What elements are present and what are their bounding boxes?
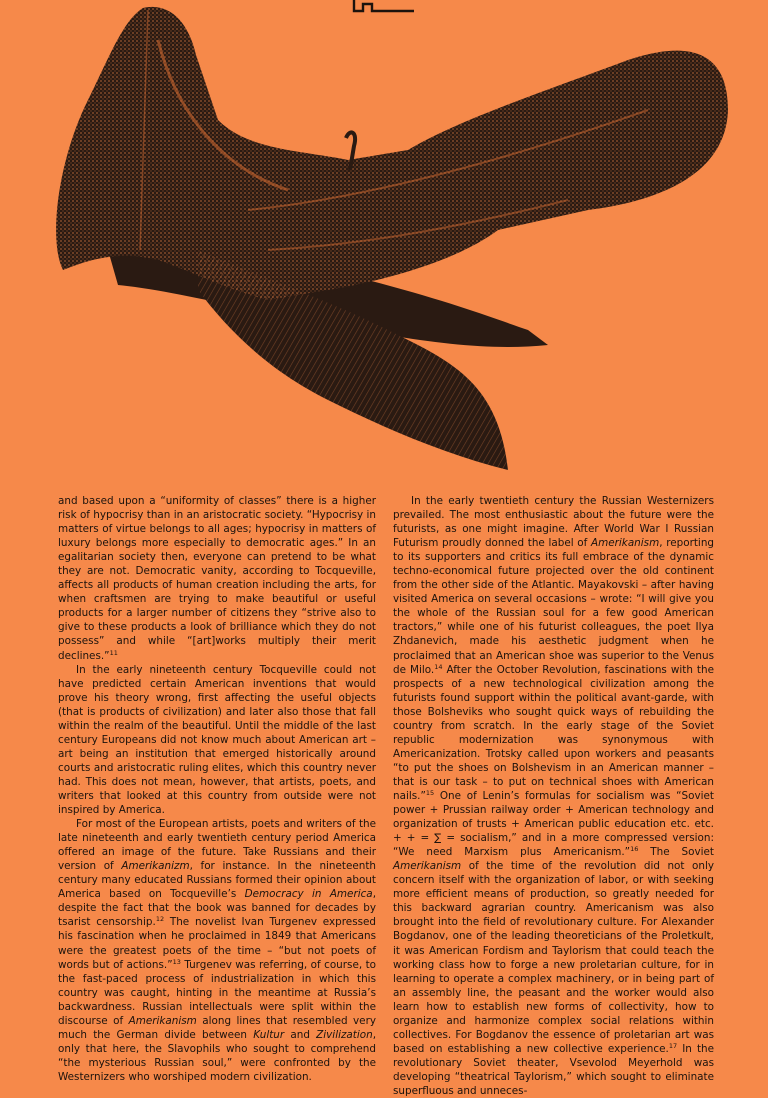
paragraph: In the early nineteenth century Tocqueville could not have predicted certain American inventions that would prove his theory wrong, first affecting the useful objects (that is products of civilization) and later also those that fall within the realm of the beautiful. Until the middle of the last century Europeans did not know much about American art – art being an institution that emerged historically around courts and aristocratic ruling elites, which this country never had. This does not mean, however, that artists, poets, and writers that looked at this country from outside were not inspired by America. — [58, 663, 376, 817]
paragraph: In the early twentieth century the Russian Westernizers prevailed. The most enthusiastic about the future were the futurists, as one might imagine. After World War I Russian Futurism proudly donned the label of Amerikanism, reporting to its supporters and critics its full embrace of the dynamic techno-economical future projected over the old continent from the other side of the Atlantic. Mayakovski – after having visited America on several occasions – wrote: “I will give you the whole of the Russian soul for a few good American tractors,” while one of his futurist colleagues, the poet Ilya Zhdanevich, made his aesthetic judgment when he proclaimed that an American shoe was superior to the Venus de Milo.$^{14}$ After the October Revolution, fascinations with the prospects of a new technological civilization among the futurists found support within the political avant-garde, with those Bolsheviks who sought quick ways of rebuilding the country from scratch. In the early stage of the Soviet republic modernization was synonymous with Americanization. Trotsky called upon workers and peasants “to put the shoes on Bolshevism in an American manner – that is our task – to put on technical shoes with American nails.”$^{15}$ One of Lenin’s formulas for socialism was “Soviet power + Prussian railway order + American technology and organization of trusts + American public education etc. etc. + + = ∑ = socialism,” and in a more compressed version: “We need Marxism plus Americanism.”$^{16}$ The Soviet Amerikanism of the time of the revolution did not only concern itself with the organization of labor, or with seeking more efficient means of production, so greatly needed for this backward agrarian country. Americanism was also brought into the field of revolutionary culture. For Alexander Bogdanov, one of the leading theoreticians of the Proletkult, it was American Fordism and Taylorism that could teach the working class how to forge a new proletarian culture, for in learning to operate a complex machinery, or in being part of an assembly line, the peasant and the worker would also learn how to establish new forms of collectivity, how to organize and harmonize complex social relations within collectives. For Bogdanov the essence of proletarian art was based on establishing a new collective experience.$^{17}$ In the revolutionary Soviet theater, Vsevolod Meyerhold was developing “theatrical Taylorism,” which sought to eliminate superfluous and unneces- — [393, 495, 715, 1097]
paragraph: For most of the European artists, poets and writers of the late nineteenth and early twentieth century period America offered an image of the future. Take Russians and their version of Amerikanizm, for instance. In the nineteenth century many educated Russians formed their opinion about America based on Tocqueville’s Democracy in America, despite the fact that the book was banned for decades by tsarist censorship.$^{12}$ The novelist Ivan Turgenev expressed his fascination when he proclaimed in 1849 that Americans were the greatest poets of the time – “but not poets of words but of actions.”$^{13}$ Turgenev was referring, of course, to the fast-paced process of industrialization in which this country was caught, hinting in the meantime at Russia’s backwardness. Russian intellectuals were split within the discourse of Amerikanism along lines that resembled very much the German divide between Kultur and Zivilization, only that here, the Slavophils who sought to comprehend “the mysterious Russian soul,” were confronted by the Westernizers who worshiped modern civilization. — [58, 818, 377, 1083]
shoe-illustration — [28, 0, 744, 470]
paragraph: and based upon a “uniformity of classes” there is a higher risk of hypocrisy than in an aristocratic society. “Hypocrisy in matters of virtue belongs to all ages; hypocrisy in matters of luxury belongs more especially to democratic ages.” In an egalitarian society then, everyone can pretend to be what they are not. Democratic vanity, according to Tocqueville, affects all products of human creation including the arts, for when craftsmen are trying to make beautiful or useful products for a larger number of citizens they “strive also to give to these products a look of brilliance which they do not possess” and while “[art]works multiply their merit declines.”$^{11}$ — [58, 495, 376, 662]
text-column-right — [393, 494, 714, 1098]
text-column-left — [58, 494, 376, 1084]
